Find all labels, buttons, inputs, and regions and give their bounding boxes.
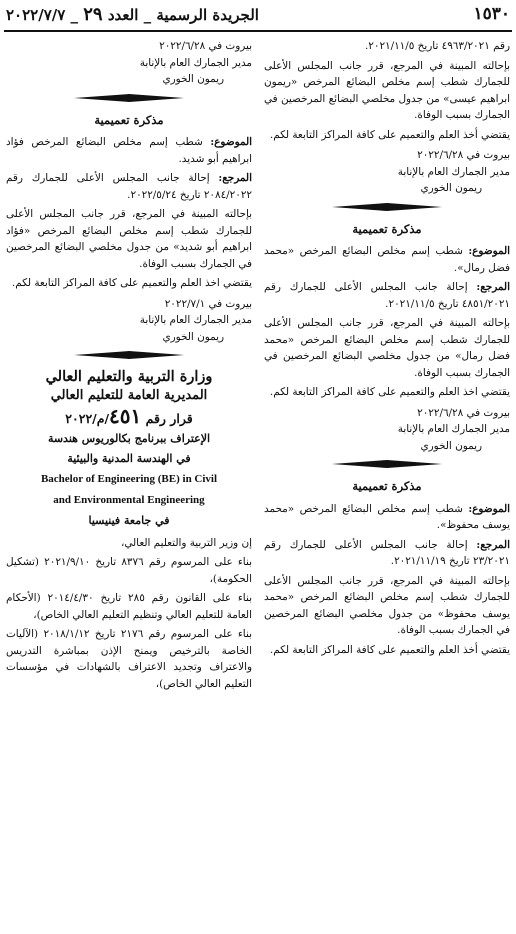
signature-block bbox=[264, 147, 510, 197]
section-divider bbox=[6, 92, 252, 106]
ministry-title: وزارة التربية والتعليم العالي bbox=[45, 368, 213, 385]
reference-label: المرجع: bbox=[476, 538, 510, 551]
legal-basis-2: بناء على القانون رقم ٢٨٥ تاريخ ٢٠١٤/٤/٣٠ (الأحكام العامة للتعليم العالي وتنظيم التعليم العالي الخاص)، bbox=[6, 592, 252, 621]
signature-title: مدير الجمارك العام بالإنابة bbox=[139, 56, 252, 69]
memo-title: مذكرة تعميمية bbox=[352, 221, 422, 236]
decision-suffix: /م/٢٠٢٢ bbox=[65, 411, 110, 426]
subject-text: شطب إسم مخلص البضائع المرخص «محمد فضل رمال». bbox=[264, 245, 510, 274]
reference-text: إحالة جانب المجلس الأعلى للجمارك رقم ٢٠٨٤/٢٠٢٢ تاريخ ٢٠٢٢/٥/٢٤. bbox=[6, 172, 252, 201]
preamble: إن وزير التربية والتعليم العالي، bbox=[120, 536, 252, 549]
signature-place-date: بيروت في ٢٠٢٢/٦/٢٨ bbox=[417, 406, 510, 419]
reference-text: إحالة جانب المجلس الأعلى للجمارك رقم ٤٨٥١/٢٠٢١ تاريخ ٢٠٢١/١١/٥. bbox=[264, 281, 510, 310]
gazette-title bbox=[6, 4, 259, 25]
right-column bbox=[264, 38, 510, 661]
signature-name: ريمون الخوري bbox=[420, 182, 482, 194]
signature-name: ريمون الخوري bbox=[162, 73, 224, 85]
signature-place-date: بيروت في ٢٠٢٢/٦/٢٨ bbox=[159, 40, 252, 52]
page-number: ١٥٣٠ bbox=[473, 4, 510, 24]
memo-paragraph: بإحالته المبينة في المرجع، قرر جانب المجلس الأعلى للجمارك شطب إسم مخلص البضائع المرخص «فؤاد ابراهيم أبو شديد» من جدول مخلصي البضائع المرخصين في الجمارك بسبب الوفاة. bbox=[6, 208, 252, 270]
reference-label: المرجع: bbox=[218, 172, 252, 184]
gazette-name: الجريدة الرسمية _ العدد bbox=[107, 6, 259, 24]
memo1-paragraph: بإحالته المبينة في المرجع، قرر جانب المجلس الأعلى للجمارك شطب إسم مخلص البضائع المرخص «ريمون ابراهيم عيسى» من جدول مخلصي البضائع المرخصين في الجمارك بسبب الوفاة. bbox=[264, 59, 510, 121]
signature-name: ريمون الخوري bbox=[162, 330, 224, 343]
ref-continuation: رقم ٤٩٦٣/٢٠٢١ تاريخ ٢٠٢١/١١/٥. bbox=[364, 40, 510, 52]
memo3-paragraph: بإحالته المبينة في المرجع، قرر جانب المجلس الأعلى للجمارك شطب إسم مخلص البضائع المرخص «محمد يوسف محفوظ» من جدول مخلصي البضائع المرخصين في الجمارك بسبب الوفاة. bbox=[264, 574, 510, 636]
reference-text: إحالة جانب المجلس الأعلى للجمارك رقم ٢٣/٢٠٢١ تاريخ ٢٠٢١/١١/١٩. bbox=[264, 538, 510, 567]
university-name: في جامعة فينيسيا bbox=[88, 513, 170, 527]
subject-label: الموضوع: bbox=[468, 245, 510, 257]
memo3-request: يقتضي أخذ العلم والتعميم على كافة المراكز التابعة لكم. bbox=[269, 643, 510, 656]
issue-date: _ ٢٠٢٢/٧/٧ bbox=[6, 6, 79, 24]
legal-basis-1: بناء على المرسوم رقم ٨٣٧٦ تاريخ ٢٠٢١/٩/١٠ (تشكيل الحكومة)، bbox=[6, 556, 253, 585]
subject-label: الموضوع: bbox=[468, 502, 510, 515]
signature-block bbox=[6, 296, 252, 346]
directorate-title: المديرية العامة للتعليم العالي bbox=[50, 387, 208, 403]
reference-label: المرجع: bbox=[476, 281, 510, 293]
signature-title: مدير الجمارك العام بالإنابة bbox=[397, 423, 510, 435]
program-name-en-line1: Bachelor of Engineering (BE) in Civil bbox=[40, 472, 218, 485]
subject-text: شطب إسم مخلص البضائع المرخص فؤاد ابراهيم أبو شديد. bbox=[6, 136, 252, 165]
header-rule bbox=[4, 30, 512, 32]
signature-name: ريمون الخوري bbox=[420, 439, 482, 452]
memo2-request: يقتضي اخذ العلم والتعميم على كافة المراكز التابعة لكم. bbox=[269, 386, 510, 398]
decision-subject-line2: في الهندسة المدنية والبيئية bbox=[67, 451, 191, 465]
signature-block bbox=[6, 38, 252, 88]
section-divider bbox=[6, 349, 252, 363]
left-column bbox=[6, 38, 252, 695]
decision-number: ٤٥١ bbox=[109, 404, 142, 428]
page-header bbox=[0, 0, 516, 34]
issue-number: ٢٩ bbox=[83, 4, 103, 25]
decision-prefix: قرار رقم bbox=[145, 411, 193, 426]
memo1-request: يقتضي أخذ العلم والتعميم على كافة المراكز التابعة لكم. bbox=[269, 128, 510, 141]
subject-label: الموضوع: bbox=[210, 136, 252, 148]
memo-title: مذكرة تعميمية bbox=[352, 479, 422, 493]
legal-basis-3: بناء على المرسوم رقم ٢١٧٦ تاريخ ٢٠١٨/١/١٢ (الآليات الخاصة بالترخيص ويمنح الإذن بمباشرة التدريس والاعتراف وتجديد الاعتراف بالشهادات في مؤسسات التعليم العالي الخاص)، bbox=[6, 628, 253, 690]
signature-block bbox=[264, 405, 510, 455]
memo2-paragraph: بإحالته المبينة في المرجع، قرر جانب المجلس الأعلى للجمارك شطب إسم مخلص البضائع المرخص «محمد فضل رمال» من جدول مخلصي البضائع المرخصين في الجمارك بسبب الوفاة. bbox=[264, 317, 510, 379]
memo-title: مذكرة تعميمية bbox=[94, 112, 164, 127]
decision-subject-line1: الإعتراف ببرنامج بكالوريوس هندسة bbox=[47, 431, 211, 445]
section-divider bbox=[264, 201, 510, 215]
signature-title: مدير الجمارك العام بالإنابة bbox=[139, 314, 252, 326]
signature-place-date: بيروت في ٢٠٢٢/٧/١ bbox=[164, 297, 252, 310]
memo-request: يقتضي اخذ العلم والتعميم على كافة المراكز التابعة لكم. bbox=[11, 277, 252, 289]
subject-text: شطب إسم مخلص البضائع المرخص «محمد يوسف محفوظ». bbox=[264, 502, 510, 531]
decision-heading bbox=[6, 404, 252, 428]
program-name-en-line2: and Environmental Engineering bbox=[53, 493, 205, 506]
signature-place-date: بيروت في ٢٠٢٢/٦/٢٨ bbox=[417, 149, 510, 161]
section-divider bbox=[264, 458, 510, 472]
signature-title: مدير الجمارك العام بالإنابة bbox=[397, 165, 510, 178]
